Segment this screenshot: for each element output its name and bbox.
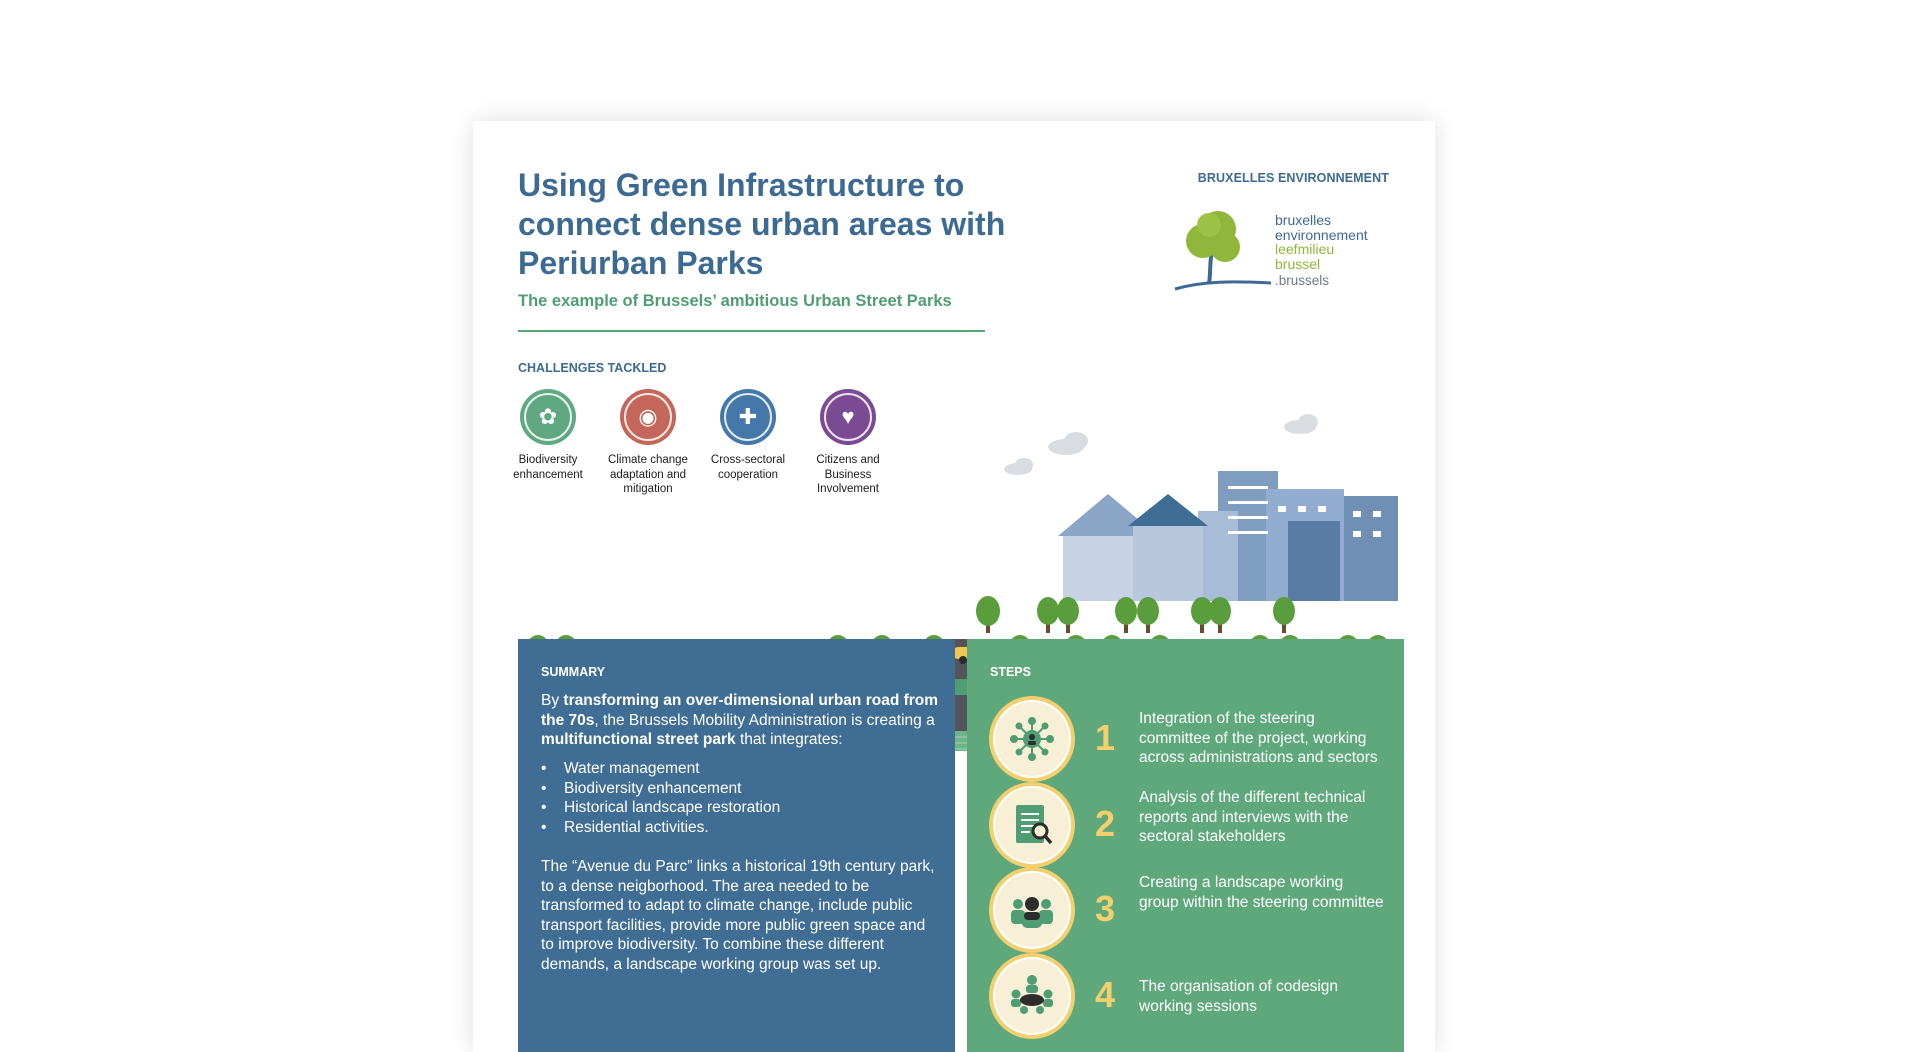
summary-bullet: • Historical landscape restoration bbox=[541, 798, 941, 818]
logo-text-line: .brussels bbox=[1275, 273, 1330, 288]
summary-intro-text: , the Brussels Mobility Administration is creating a bbox=[594, 711, 935, 729]
fact-sheet-page bbox=[473, 121, 1435, 1052]
page-title: Using Green Infrastructure to connect dense urban areas with Periurban Parks bbox=[518, 167, 1006, 281]
summary-panel bbox=[518, 639, 955, 1052]
step-text: Analysis of the different technical reports and interviews with the sectoral stakeholders bbox=[1139, 789, 1366, 845]
bruxelles-environnement-logo bbox=[1173, 201, 1393, 301]
step-text: The organisation of codesign working sessions bbox=[1139, 978, 1339, 1015]
bird-icon: ✿ bbox=[520, 389, 576, 445]
globe-icon: ◉ bbox=[620, 389, 676, 445]
step-number: 3 bbox=[1095, 888, 1116, 929]
summary-bullet: • Water management bbox=[541, 759, 941, 779]
step-number: 4 bbox=[1095, 974, 1116, 1015]
steps-heading: STEPS bbox=[990, 665, 1031, 679]
step-number: 1 bbox=[1095, 717, 1116, 758]
summary-bullet-list bbox=[541, 759, 941, 837]
summary-body: The “Avenue du Parc” links a historical 19th century park, to a dense neigborhood. The area needed to be transformed to adapt to climate change, include public transport facilities, provide more public green space and to improve biodiversity. To combine these different demands, a landscape working group was set up. bbox=[541, 858, 935, 973]
network-icon bbox=[989, 696, 1075, 782]
summary-intro-bold: transforming an over-dimensional urban road from the 70s bbox=[541, 692, 939, 729]
challenge-label: Citizens and Business Involvement bbox=[816, 454, 880, 495]
step-item bbox=[989, 953, 1389, 1039]
steps-panel bbox=[967, 639, 1404, 1052]
tree-logo-icon bbox=[1173, 201, 1273, 301]
organisation-name: BRUXELLES ENVIRONNEMENT bbox=[1197, 171, 1389, 185]
page-subtitle: The example of Brussels’ ambitious Urban Street Parks bbox=[518, 292, 952, 310]
challenge-label: Cross-sectoral cooperation bbox=[710, 454, 786, 481]
logo-text-line: environnement bbox=[1275, 226, 1368, 243]
step-item bbox=[989, 782, 1389, 868]
handshake-icon: ♥ bbox=[820, 389, 876, 445]
step-item bbox=[989, 696, 1389, 782]
summary-intro bbox=[541, 691, 941, 750]
buildings-icon bbox=[1058, 471, 1398, 601]
step-number: 2 bbox=[1095, 803, 1116, 844]
summary-bullet: • Residential activities. bbox=[541, 818, 941, 838]
summary-intro-bold: multifunctional street park bbox=[541, 731, 736, 748]
step-item bbox=[989, 867, 1389, 953]
meeting-icon bbox=[989, 953, 1075, 1039]
summary-intro-text: that integrates: bbox=[735, 731, 843, 748]
summary-bullet: • Biodiversity enhancement bbox=[541, 779, 941, 799]
logo-text-line: leefmilieu bbox=[1275, 241, 1335, 257]
puzzle-icon: ✚ bbox=[720, 389, 776, 445]
summary-intro-text: By bbox=[541, 692, 564, 709]
title-divider bbox=[518, 330, 985, 332]
group-icon bbox=[989, 867, 1075, 953]
challenge-label: Climate change adaptation and mitigation bbox=[608, 454, 688, 495]
step-text: Integration of the steering committee of the project, working across administrations and sectors bbox=[1139, 710, 1378, 766]
logo-text-line: brussel bbox=[1275, 255, 1321, 272]
challenge-label: Biodiversity enhancement bbox=[513, 454, 583, 481]
cloud-icon bbox=[1004, 414, 1318, 475]
step-text: Creating a landscape working group within the steering committee bbox=[1139, 874, 1384, 911]
document-search-icon bbox=[989, 782, 1075, 868]
logo-text-line: bruxelles bbox=[1275, 212, 1332, 228]
summary-heading: SUMMARY bbox=[541, 665, 606, 679]
challenges-heading: CHALLENGES TACKLED bbox=[518, 361, 667, 375]
